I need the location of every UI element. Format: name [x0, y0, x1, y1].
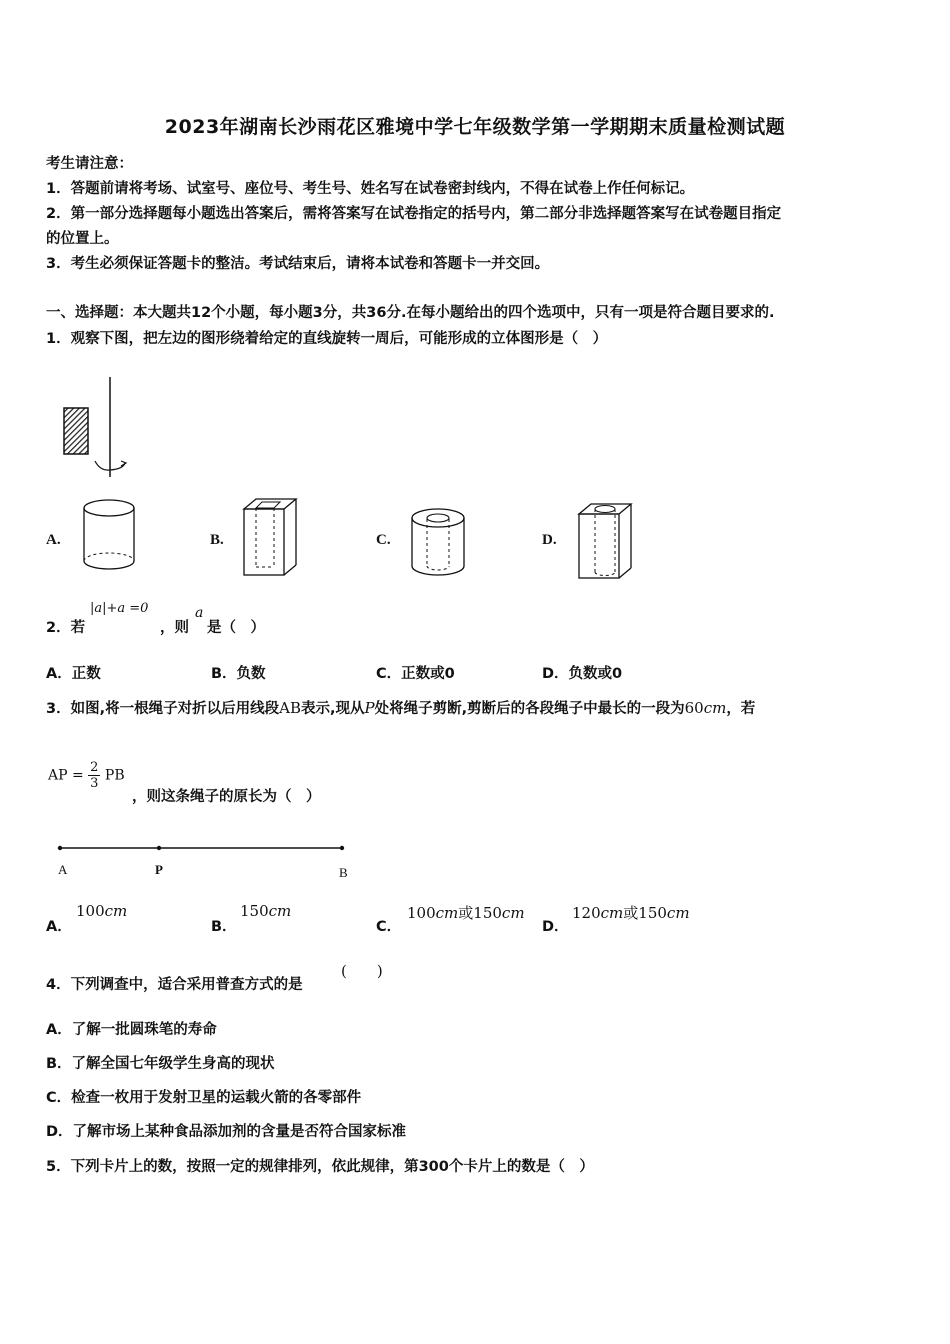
question-3-stem — [46, 697, 755, 718]
q3-option-a-unit: cm — [104, 902, 128, 920]
q3-option-c-sep: 或 — [458, 904, 474, 922]
equation-right: PB — [104, 767, 125, 784]
q3-option-c-value — [407, 902, 525, 923]
question-3-stem-a: 3．如图,将一根绳子对折以后用线段 — [46, 701, 280, 717]
q3-option-a-label: A． — [46, 919, 72, 935]
shaded-rectangle — [64, 408, 88, 454]
q1-option-a-cylinder — [82, 497, 137, 577]
q3-option-a-value — [76, 902, 127, 920]
q4-option-d: D．了解市场上某种食品添加剂的含量是否符合国家标准 — [46, 1124, 407, 1140]
q3-option-d-unit2: cm — [666, 904, 690, 922]
question-2-prefix: 2．若 — [46, 620, 86, 636]
q3-option-d-num: 120 — [572, 904, 601, 922]
rotation-figure — [55, 375, 145, 485]
notice-item-1: 1．答题前请将考场、试室号、座位号、考生号、姓名写在试卷密封线内，不得在试卷上作任何标记。 — [46, 181, 695, 197]
point-b-dot — [340, 846, 344, 850]
question-2-var: a — [195, 605, 204, 621]
q2-option-b: B．负数 — [211, 666, 266, 682]
q2-option-d: D．负数或0 — [542, 666, 623, 682]
q3-option-d-unit: cm — [600, 904, 624, 922]
q3-option-b-num: 150 — [240, 902, 269, 920]
q3-option-c-label: C． — [376, 919, 402, 935]
q1-option-b-hollow-prism — [240, 497, 302, 579]
q3-option-d-num2: 150 — [638, 904, 667, 922]
question-5-stem: 5．下列卡片上的数，按照一定的规律排列，依此规律，第300个卡片上的数是（ ） — [46, 1159, 594, 1175]
point-p-dot — [157, 846, 161, 850]
fraction-numerator: 2 — [90, 760, 99, 775]
point-b-label: B — [339, 865, 348, 880]
q3-option-a-num: 100 — [76, 902, 105, 920]
section-heading: 一、选择题：本大题共12个小题，每小题3分，共36分.在每小题给出的四个选项中，只有一项是符合题目要求的. — [46, 305, 775, 321]
q1-option-a-label: A. — [46, 532, 61, 548]
question-2-suffix: 是（ ） — [207, 620, 265, 636]
notice-heading: 考生请注意： — [46, 156, 133, 172]
notice-item-2: 2．第一部分选择题每小题选出答案后，需将答案写在试卷指定的括号内，第二部分非选择题答案写在试卷题目指定 — [46, 206, 782, 222]
rope-length-unit: cm — [703, 699, 727, 717]
q4-option-c: C．检查一枚用于发射卫星的运载火箭的各零部件 — [46, 1090, 362, 1106]
question-3-stem-d: ，若 — [726, 701, 756, 717]
point-a-label: A — [58, 862, 68, 877]
segment-figure — [55, 838, 355, 888]
question-1-stem: 1．观察下图，把左边的图形绕着给定的直线旋转一周后，可能形成的立体图形是（ ） — [46, 331, 608, 347]
fraction-two-thirds — [88, 760, 100, 791]
question-4-paren: ( ) — [341, 962, 383, 980]
q1-option-b-label: B. — [210, 532, 224, 548]
question-3-stem-c: 处将绳子剪断,剪断后的各段绳子中最长的一段为 — [374, 701, 685, 717]
point-a-dot — [58, 846, 62, 850]
q4-option-a: A．了解一批圆珠笔的寿命 — [46, 1022, 217, 1038]
q1-option-d-prism-with-hole — [575, 502, 637, 582]
q3-option-c-num: 100 — [407, 904, 436, 922]
q2-option-c: C．正数或0 — [376, 666, 455, 682]
rope-length: 60 — [684, 699, 704, 717]
q3-option-c-unit2: cm — [501, 904, 525, 922]
question-3-stem-b: 表示,现从 — [300, 701, 365, 717]
point-p-label: P — [155, 862, 163, 877]
q3-option-d-sep: 或 — [623, 904, 639, 922]
segment-ab: AB — [279, 699, 301, 717]
q3-option-b-unit: cm — [268, 902, 292, 920]
question-4-stem: 4．下列调查中，适合采用普查方式的是 — [46, 977, 303, 993]
page-title: 2023年湖南长沙雨花区雅境中学七年级数学第一学期期末质量检测试题 — [164, 116, 786, 138]
q3-option-c-unit: cm — [435, 904, 459, 922]
q3-option-c-num2: 150 — [473, 904, 502, 922]
question-2-expression: |a|+a =0 — [90, 601, 149, 616]
question-3-equation — [48, 760, 125, 791]
q2-option-a: A．正数 — [46, 666, 101, 682]
question-3-stem-e: ，则这条绳子的原长为（ ） — [132, 789, 321, 805]
question-2-mid: ，则 — [160, 620, 189, 636]
fraction-denominator: 3 — [90, 776, 99, 791]
q1-option-d-label: D. — [542, 532, 557, 548]
q3-option-d-label: D． — [542, 919, 569, 935]
point-p: P — [364, 699, 375, 717]
q3-option-d-value — [572, 902, 690, 923]
notice-item-3: 3．考生必须保证答题卡的整洁。考试结束后，请将本试卷和答题卡一并交回。 — [46, 256, 550, 272]
q3-option-b-label: B． — [211, 919, 237, 935]
equation-left: AP = — [48, 767, 84, 784]
q3-option-b-value — [240, 902, 291, 920]
q1-option-c-hollow-cylinder — [410, 506, 468, 580]
q4-option-b: B．了解全国七年级学生身高的现状 — [46, 1056, 275, 1072]
q1-option-c-label: C. — [376, 532, 391, 548]
notice-item-2-cont: 的位置上。 — [46, 231, 119, 247]
